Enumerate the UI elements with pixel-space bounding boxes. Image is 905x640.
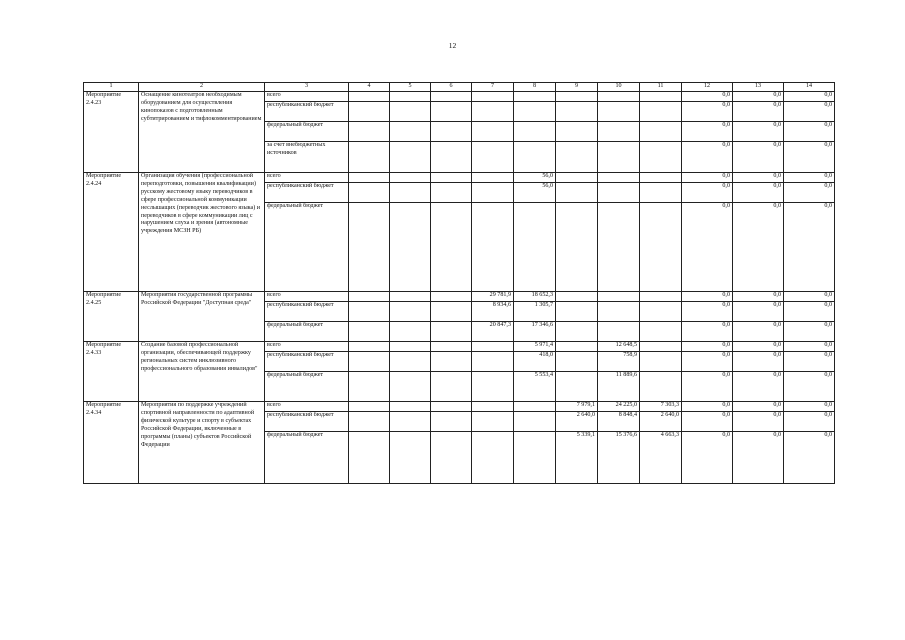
amount-cell bbox=[640, 352, 682, 372]
funding-source-cell: всего bbox=[265, 342, 349, 352]
activity-id-cell: Мероприятие 2.4.23 bbox=[84, 92, 139, 173]
amount-cell bbox=[598, 203, 640, 292]
amount-cell: 0,0 bbox=[733, 122, 784, 142]
column-header: 8 bbox=[514, 83, 556, 92]
amount-cell: 0,0 bbox=[784, 183, 835, 203]
amount-cell: 0,0 bbox=[682, 342, 733, 352]
amount-cell bbox=[472, 122, 514, 142]
funding-source-cell: республиканский бюджет bbox=[265, 412, 349, 432]
budget-table bbox=[83, 82, 835, 484]
amount-cell bbox=[556, 173, 598, 183]
column-header: 4 bbox=[349, 83, 390, 92]
amount-cell: 2 640,0 bbox=[556, 412, 598, 432]
amount-cell bbox=[640, 322, 682, 342]
amount-cell: 5 553,4 bbox=[514, 372, 556, 402]
amount-cell bbox=[390, 122, 431, 142]
amount-cell bbox=[598, 92, 640, 102]
amount-cell bbox=[431, 322, 472, 342]
amount-cell bbox=[598, 292, 640, 302]
amount-cell: 15 376,6 bbox=[598, 432, 640, 484]
activity-id-cell: Мероприятие 2.4.24 bbox=[84, 173, 139, 292]
amount-cell bbox=[640, 142, 682, 173]
amount-cell: 0,0 bbox=[733, 173, 784, 183]
amount-cell bbox=[556, 302, 598, 322]
amount-cell bbox=[349, 412, 390, 432]
amount-cell: 8 848,4 bbox=[598, 412, 640, 432]
amount-cell bbox=[514, 432, 556, 484]
amount-cell bbox=[349, 183, 390, 203]
amount-cell bbox=[390, 173, 431, 183]
amount-cell: 56,0 bbox=[514, 173, 556, 183]
amount-cell: 0,0 bbox=[733, 372, 784, 402]
amount-cell: 0,0 bbox=[682, 402, 733, 412]
amount-cell bbox=[598, 322, 640, 342]
amount-cell bbox=[556, 342, 598, 352]
amount-cell bbox=[598, 302, 640, 322]
column-header: 3 bbox=[265, 83, 349, 92]
funding-source-cell: всего bbox=[265, 92, 349, 102]
amount-cell: 0,0 bbox=[784, 173, 835, 183]
amount-cell bbox=[472, 412, 514, 432]
amount-cell bbox=[556, 203, 598, 292]
amount-cell bbox=[390, 92, 431, 102]
amount-cell: 7 979,1 bbox=[556, 402, 598, 412]
amount-cell: 0,0 bbox=[733, 102, 784, 122]
column-header: 13 bbox=[733, 83, 784, 92]
amount-cell bbox=[640, 372, 682, 402]
amount-cell bbox=[349, 372, 390, 402]
amount-cell bbox=[349, 402, 390, 412]
amount-cell bbox=[349, 432, 390, 484]
amount-cell bbox=[556, 142, 598, 173]
amount-cell bbox=[390, 432, 431, 484]
amount-cell bbox=[390, 372, 431, 402]
activity-id-cell: Мероприятие 2.4.33 bbox=[84, 342, 139, 402]
amount-cell bbox=[472, 352, 514, 372]
amount-cell: 0,0 bbox=[682, 412, 733, 432]
funding-source-cell: республиканский бюджет bbox=[265, 302, 349, 322]
amount-cell: 758,9 bbox=[598, 352, 640, 372]
amount-cell bbox=[556, 322, 598, 342]
amount-cell: 418,0 bbox=[514, 352, 556, 372]
table-body bbox=[84, 92, 835, 484]
amount-cell: 0,0 bbox=[733, 402, 784, 412]
amount-cell bbox=[349, 292, 390, 302]
amount-cell: 18 652,3 bbox=[514, 292, 556, 302]
amount-cell: 0,0 bbox=[784, 92, 835, 102]
column-header: 7 bbox=[472, 83, 514, 92]
table-row bbox=[84, 173, 835, 183]
amount-cell: 0,0 bbox=[784, 322, 835, 342]
amount-cell bbox=[431, 183, 472, 203]
amount-cell bbox=[514, 142, 556, 173]
amount-cell bbox=[349, 142, 390, 173]
amount-cell bbox=[556, 122, 598, 142]
amount-cell bbox=[431, 352, 472, 372]
activity-id-cell: Мероприятие 2.4.34 bbox=[84, 402, 139, 484]
amount-cell: 5 339,1 bbox=[556, 432, 598, 484]
activity-name-cell: Мероприятия по поддержке учреждений спортивной направленности по адаптивной физической культуре и спорту в субъектах Российской Федерации, включенные в программы (планы) субъектов Российской Федерации bbox=[139, 402, 265, 484]
amount-cell bbox=[472, 102, 514, 122]
amount-cell bbox=[514, 102, 556, 122]
amount-cell bbox=[472, 142, 514, 173]
amount-cell bbox=[640, 92, 682, 102]
column-header: 11 bbox=[640, 83, 682, 92]
activity-id-cell: Мероприятие 2.4.25 bbox=[84, 292, 139, 342]
amount-cell bbox=[431, 302, 472, 322]
amount-cell: 0,0 bbox=[682, 122, 733, 142]
amount-cell bbox=[472, 372, 514, 402]
amount-cell: 0,0 bbox=[733, 183, 784, 203]
funding-source-cell: всего bbox=[265, 402, 349, 412]
amount-cell: 24 225,0 bbox=[598, 402, 640, 412]
amount-cell bbox=[598, 102, 640, 122]
amount-cell bbox=[431, 102, 472, 122]
amount-cell: 8 934,6 bbox=[472, 302, 514, 322]
amount-cell bbox=[598, 122, 640, 142]
amount-cell: 0,0 bbox=[682, 372, 733, 402]
column-header: 10 bbox=[598, 83, 640, 92]
amount-cell: 56,0 bbox=[514, 183, 556, 203]
amount-cell bbox=[472, 432, 514, 484]
activity-name-cell: Создание базовой профессиональной организации, обеспечивающей поддержку региональных систем инклюзивного профессионального образования инвалидов" bbox=[139, 342, 265, 402]
amount-cell bbox=[640, 203, 682, 292]
amount-cell: 0,0 bbox=[682, 432, 733, 484]
amount-cell: 0,0 bbox=[682, 352, 733, 372]
amount-cell bbox=[390, 292, 431, 302]
table-row bbox=[84, 92, 835, 102]
amount-cell: 0,0 bbox=[733, 432, 784, 484]
funding-source-cell: федеральный бюджет bbox=[265, 432, 349, 484]
amount-cell bbox=[390, 322, 431, 342]
amount-cell bbox=[556, 292, 598, 302]
amount-cell bbox=[390, 412, 431, 432]
amount-cell bbox=[598, 183, 640, 203]
amount-cell bbox=[431, 122, 472, 142]
amount-cell: 0,0 bbox=[784, 352, 835, 372]
amount-cell bbox=[431, 142, 472, 173]
column-header: 9 bbox=[556, 83, 598, 92]
amount-cell bbox=[640, 173, 682, 183]
amount-cell bbox=[640, 302, 682, 322]
amount-cell bbox=[514, 203, 556, 292]
amount-cell: 5 971,4 bbox=[514, 342, 556, 352]
amount-cell bbox=[349, 122, 390, 142]
column-header: 6 bbox=[431, 83, 472, 92]
amount-cell bbox=[431, 402, 472, 412]
amount-cell: 12 648,5 bbox=[598, 342, 640, 352]
amount-cell bbox=[390, 203, 431, 292]
funding-source-cell: всего bbox=[265, 173, 349, 183]
amount-cell bbox=[514, 412, 556, 432]
amount-cell: 0,0 bbox=[733, 412, 784, 432]
amount-cell: 0,0 bbox=[784, 203, 835, 292]
amount-cell bbox=[640, 122, 682, 142]
amount-cell bbox=[556, 372, 598, 402]
amount-cell bbox=[349, 302, 390, 322]
amount-cell: 0,0 bbox=[733, 292, 784, 302]
amount-cell: 4 663,3 bbox=[640, 432, 682, 484]
activity-name-cell: Организация обучения (профессиональной переподготовки, повышения квалификации) русскому жестовому языку переводчиков в сфере профессиональной коммуникации неслышащих (переводчик жестового языка) и переводчиков в сфере коммуникации лиц с нарушением слуха и зрения (автономные учреждения МСЗН РБ) bbox=[139, 173, 265, 292]
header-row bbox=[84, 83, 835, 92]
amount-cell: 0,0 bbox=[784, 402, 835, 412]
amount-cell bbox=[390, 102, 431, 122]
amount-cell bbox=[390, 183, 431, 203]
amount-cell: 11 889,6 bbox=[598, 372, 640, 402]
amount-cell bbox=[431, 342, 472, 352]
amount-cell: 0,0 bbox=[784, 412, 835, 432]
amount-cell: 0,0 bbox=[682, 173, 733, 183]
amount-cell bbox=[390, 342, 431, 352]
amount-cell bbox=[640, 102, 682, 122]
amount-cell bbox=[349, 342, 390, 352]
amount-cell: 0,0 bbox=[733, 352, 784, 372]
amount-cell: 0,0 bbox=[784, 102, 835, 122]
amount-cell: 0,0 bbox=[784, 302, 835, 322]
amount-cell bbox=[598, 173, 640, 183]
amount-cell bbox=[431, 432, 472, 484]
amount-cell bbox=[390, 142, 431, 173]
funding-source-cell: республиканский бюджет bbox=[265, 102, 349, 122]
activity-name-cell: Оснащение кинотеатров необходимым оборудованием для осуществления кинопоказов с подготовленным субтитрированием и тифлокомментированием bbox=[139, 92, 265, 173]
amount-cell: 0,0 bbox=[784, 432, 835, 484]
amount-cell bbox=[431, 372, 472, 402]
amount-cell bbox=[431, 173, 472, 183]
amount-cell bbox=[431, 292, 472, 302]
amount-cell: 0,0 bbox=[733, 342, 784, 352]
table-row bbox=[84, 292, 835, 302]
funding-source-cell: республиканский бюджет bbox=[265, 183, 349, 203]
amount-cell bbox=[349, 322, 390, 342]
amount-cell bbox=[349, 173, 390, 183]
amount-cell: 0,0 bbox=[784, 122, 835, 142]
amount-cell bbox=[349, 352, 390, 372]
amount-cell bbox=[472, 402, 514, 412]
amount-cell bbox=[556, 183, 598, 203]
column-header: 5 bbox=[390, 83, 431, 92]
amount-cell bbox=[349, 92, 390, 102]
amount-cell bbox=[431, 203, 472, 292]
amount-cell: 0,0 bbox=[733, 322, 784, 342]
amount-cell bbox=[431, 92, 472, 102]
amount-cell bbox=[514, 92, 556, 102]
amount-cell bbox=[349, 203, 390, 292]
amount-cell: 7 303,3 bbox=[640, 402, 682, 412]
funding-source-cell: федеральный бюджет bbox=[265, 372, 349, 402]
column-header: 1 bbox=[84, 83, 139, 92]
funding-source-cell: федеральный бюджет bbox=[265, 322, 349, 342]
amount-cell bbox=[556, 352, 598, 372]
amount-cell bbox=[472, 342, 514, 352]
page-number: 12 bbox=[448, 41, 457, 50]
amount-cell: 0,0 bbox=[733, 92, 784, 102]
amount-cell bbox=[556, 102, 598, 122]
activity-name-cell: Мероприятия государственной программы Российской Федерации "Доступная среда" bbox=[139, 292, 265, 342]
amount-cell bbox=[514, 122, 556, 142]
funding-source-cell: федеральный бюджет bbox=[265, 203, 349, 292]
column-header: 14 bbox=[784, 83, 835, 92]
amount-cell: 0,0 bbox=[733, 302, 784, 322]
amount-cell bbox=[598, 142, 640, 173]
funding-source-cell: республиканский бюджет bbox=[265, 352, 349, 372]
amount-cell: 0,0 bbox=[682, 322, 733, 342]
amount-cell bbox=[431, 412, 472, 432]
amount-cell: 0,0 bbox=[784, 372, 835, 402]
amount-cell bbox=[349, 102, 390, 122]
amount-cell bbox=[472, 92, 514, 102]
amount-cell: 2 640,0 bbox=[640, 412, 682, 432]
column-header: 2 bbox=[139, 83, 265, 92]
amount-cell bbox=[390, 402, 431, 412]
funding-source-cell: за счет внебюджетных источников bbox=[265, 142, 349, 173]
amount-cell bbox=[556, 92, 598, 102]
amount-cell: 1 305,7 bbox=[514, 302, 556, 322]
amount-cell bbox=[472, 183, 514, 203]
column-header: 12 bbox=[682, 83, 733, 92]
amount-cell bbox=[472, 203, 514, 292]
amount-cell: 0,0 bbox=[682, 302, 733, 322]
amount-cell: 20 847,3 bbox=[472, 322, 514, 342]
amount-cell bbox=[514, 402, 556, 412]
amount-cell: 0,0 bbox=[682, 142, 733, 173]
amount-cell: 0,0 bbox=[784, 142, 835, 173]
amount-cell: 0,0 bbox=[682, 183, 733, 203]
amount-cell: 0,0 bbox=[733, 142, 784, 173]
amount-cell: 0,0 bbox=[784, 292, 835, 302]
amount-cell: 0,0 bbox=[733, 203, 784, 292]
amount-cell: 0,0 bbox=[682, 102, 733, 122]
amount-cell bbox=[472, 173, 514, 183]
amount-cell: 0,0 bbox=[682, 292, 733, 302]
table-row bbox=[84, 402, 835, 412]
amount-cell bbox=[390, 352, 431, 372]
amount-cell: 29 781,9 bbox=[472, 292, 514, 302]
amount-cell bbox=[390, 302, 431, 322]
amount-cell: 17 346,6 bbox=[514, 322, 556, 342]
amount-cell bbox=[640, 342, 682, 352]
amount-cell: 0,0 bbox=[682, 203, 733, 292]
amount-cell: 0,0 bbox=[784, 342, 835, 352]
amount-cell bbox=[640, 183, 682, 203]
funding-source-cell: всего bbox=[265, 292, 349, 302]
table-row bbox=[84, 342, 835, 352]
amount-cell: 0,0 bbox=[682, 92, 733, 102]
funding-source-cell: федеральный бюджет bbox=[265, 122, 349, 142]
amount-cell bbox=[640, 292, 682, 302]
